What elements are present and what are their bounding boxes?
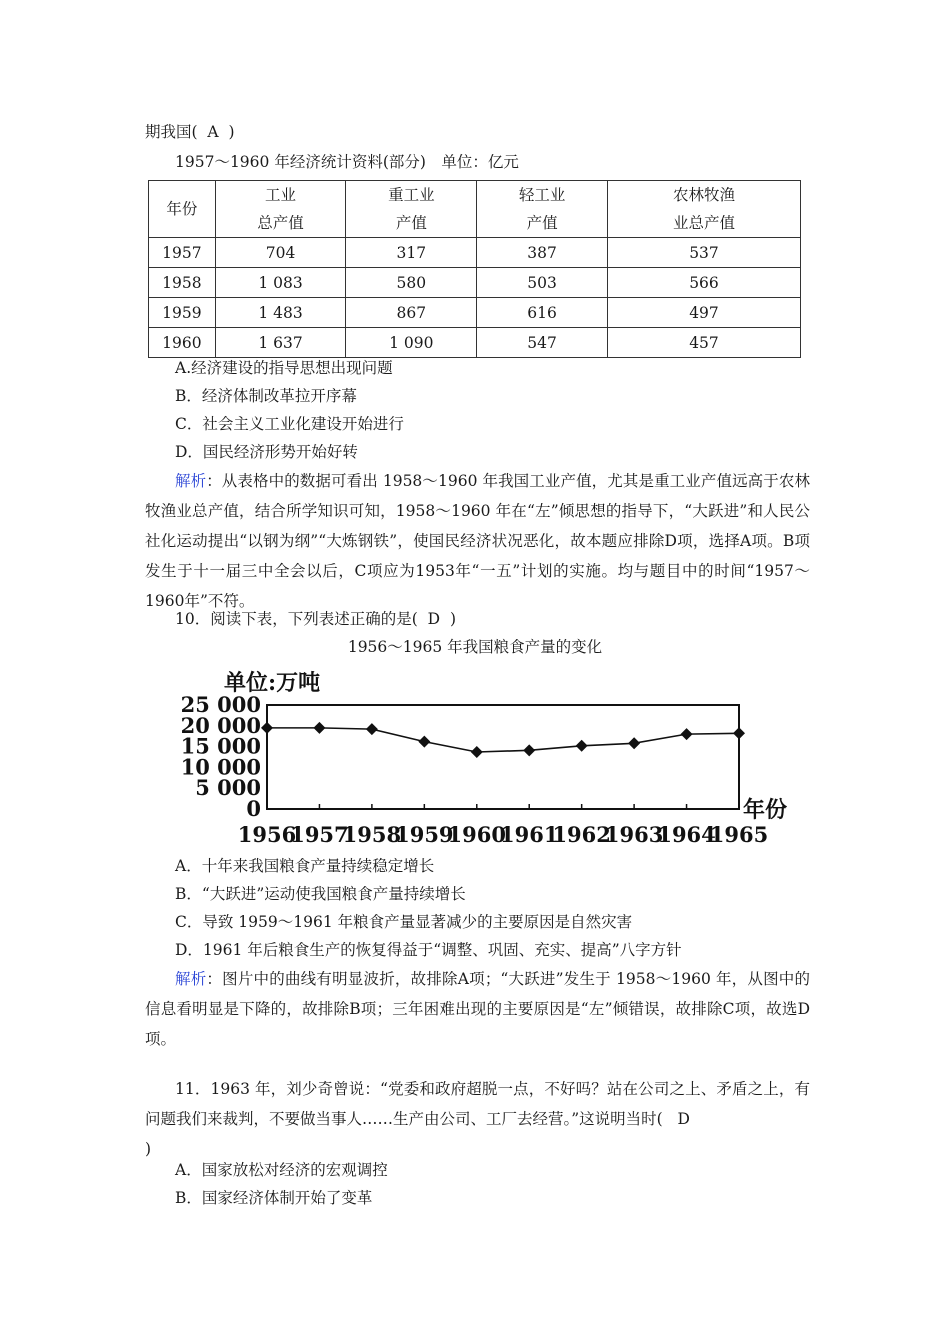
table-cell: 616: [477, 298, 608, 328]
chart-caption: 1956～1965 年我国粮食产量的变化: [347, 638, 603, 656]
x-tick-label: 1962: [552, 822, 611, 847]
q9-stem-end: 期我国( A ): [145, 123, 235, 141]
q9-table-title: 1957～1960 年经济统计资料(部分) 单位：亿元: [175, 153, 519, 171]
q9-analysis-text: ：从表格中的数据可看出 1958～1960 年我国工业产值，尤其是重工业产值远高于农林牧渔业总产值，结合所学知识可知，1958～1960 年在“左”倾思想的指导下，“大跃进”和人民公社化运动提出“以钢为纲”“大炼钢铁”，使国民经济状况恶化，故本题应排除D项，选择A项。B项发生于十一届三中全会以后，C项应为1953年“一五”计划的实施。均与题目中的时间“1957～1960年”不符。: [145, 472, 810, 610]
q10-option-b: B．“大跃进”运动使我国粮食产量持续增长: [175, 885, 466, 903]
table-header-cell: [607, 181, 800, 238]
x-tick-label: 1964: [657, 822, 716, 847]
table-row: [149, 328, 801, 358]
x-tick-label: 1957: [290, 822, 349, 847]
y-tick-label: 25 000: [180, 692, 261, 717]
table-header-text: 重工业: [388, 186, 435, 204]
data-point-marker: [471, 746, 483, 758]
table-header-cell: [346, 181, 477, 238]
q10-option-c: C．导致 1959～1961 年粮食产量显著减少的主要原因是自然灾害: [175, 913, 633, 931]
q11-option-a: A．国家放松对经济的宏观调控: [175, 1161, 388, 1179]
q10-option-a: A．十年来我国粮食产量持续稳定增长: [175, 857, 435, 875]
table-header-text: 农林牧渔: [672, 186, 735, 204]
q9-answer: A: [207, 123, 219, 141]
table-cell: 503: [477, 268, 608, 298]
q9-option-a: A.经济建设的指导思想出现问题: [175, 359, 393, 377]
q9-option-c: C．社会主义工业化建设开始进行: [175, 415, 404, 433]
table-cell: 1960: [149, 328, 216, 358]
y-tick-label: 0: [246, 796, 261, 821]
data-point-marker: [523, 744, 535, 756]
table-cell: 547: [477, 328, 608, 358]
q11-answer: D: [677, 1110, 690, 1128]
data-point-marker: [366, 723, 378, 735]
table-cell: 1 637: [215, 328, 346, 358]
y-axis-label: 单位:万吨: [224, 670, 321, 696]
x-tick-label: 1965: [709, 822, 769, 847]
economic-stats-table: [148, 180, 801, 358]
table-header-text: 工业: [265, 186, 297, 204]
data-point-marker: [681, 728, 693, 740]
table-cell: 387: [477, 238, 608, 268]
q10-option-d: D．1961 年后粮食生产的恢复得益于“调整、巩固、充实、提高”八字方针: [175, 941, 682, 959]
table-row: [149, 238, 801, 268]
q10-analysis: [145, 964, 810, 1054]
table-cell: 867: [346, 298, 477, 328]
q10-stem: 10．阅读下表，下列表述正确的是( D ): [175, 610, 456, 628]
q9-analysis: [145, 466, 810, 616]
y-tick-label: 10 000: [180, 754, 261, 780]
table-header-text: 轻工业: [518, 186, 566, 204]
table-header-row: [149, 181, 801, 238]
table-header-text: 年份: [166, 200, 198, 218]
grain-output-chart: [180, 662, 820, 852]
data-point-marker: [313, 722, 325, 734]
table-cell: 1 090: [346, 328, 477, 358]
table-cell: 566: [607, 268, 800, 298]
q10-answer: D: [427, 610, 441, 628]
q9-option-b: B．经济体制改革拉开序幕: [175, 387, 357, 405]
table-cell: 1959: [149, 298, 216, 328]
x-tick-label: 1961: [499, 822, 559, 847]
y-tick-label: 20 000: [180, 712, 261, 738]
analysis-label: 解析: [175, 472, 207, 490]
x-axis-label: 年份: [743, 797, 788, 823]
x-tick-label: 1958: [342, 822, 402, 847]
x-tick-label: 1963: [604, 822, 664, 847]
table-header-cell: [477, 181, 608, 238]
table-row: [149, 268, 801, 298]
table-header-text: 总产值: [257, 214, 304, 232]
table-cell: 1958: [149, 268, 216, 298]
q11-option-b: B．国家经济体制开始了变革: [175, 1189, 373, 1207]
data-point-marker: [576, 740, 588, 752]
table-cell: 1 483: [215, 298, 346, 328]
table-cell: 1 083: [215, 268, 346, 298]
table-cell: 1957: [149, 238, 216, 268]
x-tick-label: 1956: [237, 822, 297, 847]
table-row: [149, 298, 801, 328]
table-cell: 497: [607, 298, 800, 328]
table-header-text: 产值: [395, 214, 427, 232]
data-point-marker: [628, 737, 640, 749]
table-cell: 317: [346, 238, 477, 268]
table-header-cell: [215, 181, 346, 238]
table-body: [149, 238, 801, 358]
table-cell: 704: [215, 238, 346, 268]
data-point-marker: [418, 736, 430, 748]
q10-analysis-text: ：图片中的曲线有明显波折，故排除A项；“大跃进”发生于 1958～1960 年，从图中的信息看明显是下降的，故排除B项；三年困难出现的主要原因是“左”倾错误，故排除C项，故选D项。: [145, 970, 810, 1048]
table-cell: 457: [607, 328, 800, 358]
data-point-marker: [733, 727, 745, 739]
data-point-marker: [261, 722, 273, 734]
q9-option-d: D．国民经济形势开始好转: [175, 443, 358, 461]
table-cell: 537: [607, 238, 800, 268]
y-tick-label: 5 000: [195, 775, 261, 801]
plot-frame: [267, 705, 739, 809]
x-tick-label: 1959: [395, 822, 454, 847]
table-header-text: 产值: [526, 214, 558, 232]
y-tick-label: 15 000: [180, 733, 261, 759]
table-header-text: 业总产值: [672, 214, 735, 232]
analysis-label: 解析: [175, 970, 207, 988]
x-tick-label: 1960: [447, 822, 507, 847]
table-header-cell: [149, 181, 216, 238]
table-cell: 580: [346, 268, 477, 298]
series-line: [267, 728, 739, 752]
q11-stem: 11．1963 年，刘少奇曾说：“党委和政府超脱一点，不好吗？站在公司之上、矛盾之上，有问题我们来裁判，不要做当事人……生产由公司、工厂去经营。”这说明当时( D ): [145, 1080, 810, 1158]
